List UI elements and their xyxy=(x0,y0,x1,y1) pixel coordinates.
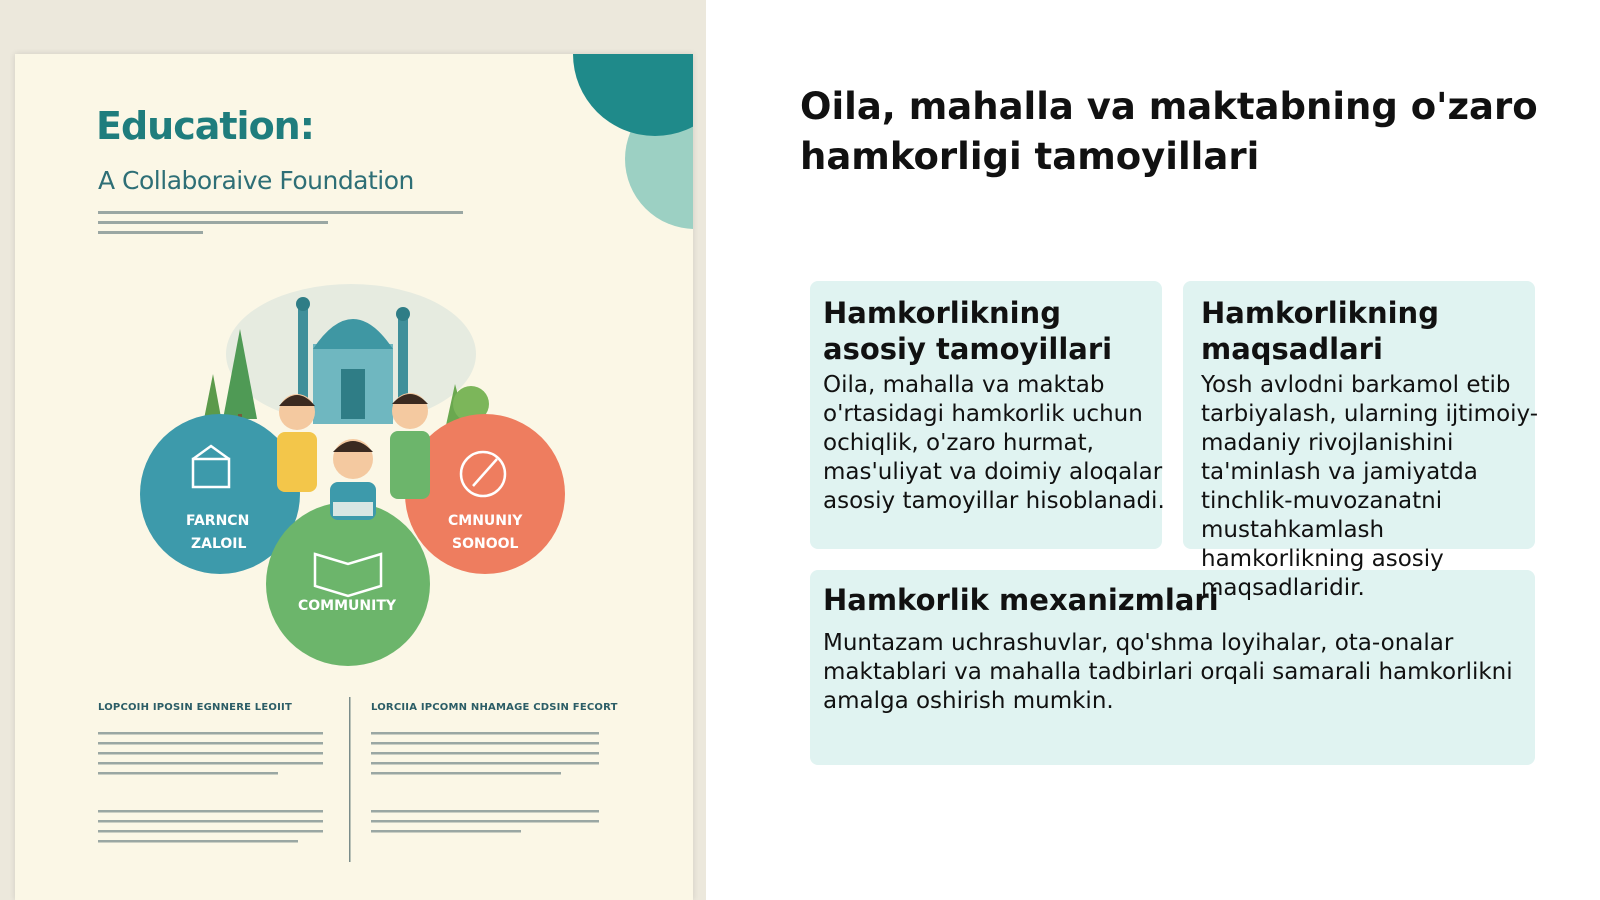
circle-label-bottom: COMMUNITY xyxy=(298,598,397,614)
card-goals-title: Hamkorlikning maqsadlari xyxy=(1201,296,1439,366)
poster-column-head-right: LORCIIA IPCOMN NHAMAGE CDSIN FECORT xyxy=(371,702,618,713)
education-poster-image xyxy=(15,54,693,900)
poster-subtitle: A Collaboraive Foundation xyxy=(98,166,414,195)
card-mechanisms-body: Muntazam uchrashuvlar, qo'shma loyihalar, ota-onalar maktablari va mahalla tadbirlari orqali samarali hamkorlikni amalga oshirish mumkin. xyxy=(823,630,1513,714)
illustration-panel xyxy=(0,0,706,900)
circle-label-left-1: FARNCN xyxy=(186,513,250,529)
poster-body-text-lines xyxy=(98,732,599,843)
circle-label-right-1: CMNUNIY xyxy=(448,513,523,529)
slide-title: Oila, mahalla va maktabning o'zaro hamkorligi tamoyillari xyxy=(800,85,1538,178)
card-principles-body: Oila, mahalla va maktab o'rtasidagi hamkorlik uchun ochiqlik, o'zaro hurmat, mas'uliyat va doimiy aloqalar asosiy tamoyillar hisoblanadi. xyxy=(823,372,1165,514)
circle-label-right-2: SONOOL xyxy=(452,536,519,552)
circle-label-left-2: ZALOIL xyxy=(191,536,247,552)
card-principles-title: Hamkorlikning asosiy tamoyillari xyxy=(823,296,1113,366)
poster-column-head-left: LOPCOIH IPOSIN EGNNERE LEOIIT xyxy=(98,702,292,713)
card-mechanisms-title: Hamkorlik mexanizmlari xyxy=(823,583,1219,617)
poster-intro-text-lines xyxy=(98,211,463,234)
card-goals-body: Yosh avlodni barkamol etib tarbiyalash, ularning ijtimoiy-madaniy rivojlanishini ta'minlash va jamiyatda tinchlik-muvozanatni mustahkamlash hamkorlikning asosiy maqsadlaridir. xyxy=(1201,372,1539,601)
poster-title: Education: xyxy=(96,104,314,148)
